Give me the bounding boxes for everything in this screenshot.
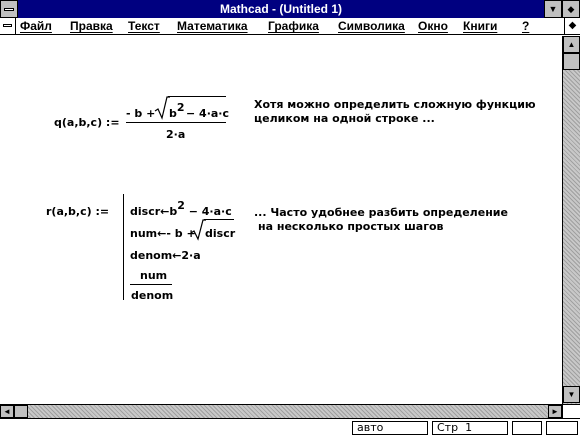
horizontal-scrollbar[interactable] bbox=[0, 404, 562, 418]
scroll-left-button[interactable]: ◄ bbox=[0, 405, 14, 418]
minimize-button[interactable]: ▼ bbox=[544, 0, 562, 18]
sqrt-overline bbox=[204, 219, 234, 220]
horizontal-scroll-thumb[interactable] bbox=[14, 405, 28, 418]
program-line4-numerator[interactable]: num bbox=[140, 269, 168, 282]
window-title: Mathcad - (Untitled 1) bbox=[220, 2, 342, 16]
status-cell-4 bbox=[546, 421, 578, 435]
status-cell-3 bbox=[512, 421, 542, 435]
eq1-fraction-bar bbox=[126, 122, 226, 123]
title-bar[interactable] bbox=[0, 0, 580, 18]
menu-help[interactable]: ? bbox=[522, 19, 530, 33]
eq1-numerator-suffix[interactable]: − 4·a·c bbox=[186, 107, 230, 120]
system-menu-icon[interactable] bbox=[0, 0, 18, 18]
sqrt-overline bbox=[168, 96, 226, 97]
comment1-line2[interactable]: целиком на одной строке ... bbox=[254, 112, 435, 125]
eq1-lhs[interactable]: q(a,b,c) := bbox=[54, 116, 120, 129]
scroll-up-button[interactable]: ▲ bbox=[563, 36, 580, 53]
document-menu-icon[interactable] bbox=[0, 18, 16, 34]
program-line3[interactable]: denom←2·a bbox=[130, 249, 201, 262]
status-bar bbox=[0, 418, 580, 435]
program-line4-denominator[interactable]: denom bbox=[131, 289, 174, 302]
status-mode: авто bbox=[352, 421, 428, 435]
program-line2-discr[interactable]: discr bbox=[205, 227, 236, 240]
maximize-button[interactable]: ◆ bbox=[562, 0, 580, 18]
scroll-right-button[interactable]: ► bbox=[548, 405, 562, 418]
program-line2[interactable]: num←- b + bbox=[130, 227, 196, 240]
status-page: Стр 1 bbox=[432, 421, 508, 435]
sqrt-icon bbox=[190, 219, 206, 241]
menu-math[interactable]: Математика bbox=[177, 19, 248, 33]
menu-symbolics[interactable]: Символика bbox=[338, 19, 405, 33]
document-restore-button[interactable]: ◆ bbox=[564, 18, 580, 34]
eq2-lhs[interactable]: r(a,b,c) := bbox=[46, 205, 110, 218]
menu-window[interactable]: Окно bbox=[418, 19, 448, 33]
comment2-line1[interactable]: ... Часто удобнее разбить определение bbox=[254, 206, 508, 219]
menu-file[interactable]: Файл bbox=[20, 19, 52, 33]
sqrt-icon bbox=[154, 96, 170, 120]
scroll-down-button[interactable]: ▼ bbox=[563, 386, 580, 403]
eq1-denominator[interactable]: 2·a bbox=[166, 128, 186, 141]
comment1-line1[interactable]: Хотя можно определить сложную функцию bbox=[254, 98, 536, 111]
program-bar bbox=[123, 194, 124, 300]
menu-text[interactable]: Текст bbox=[128, 19, 160, 33]
menu-bar bbox=[0, 18, 580, 35]
vertical-scroll-thumb[interactable] bbox=[563, 53, 580, 70]
menu-edit[interactable]: Правка bbox=[70, 19, 113, 33]
comment2-line2[interactable]: на несколько простых шагов bbox=[258, 220, 444, 233]
program-fraction-bar bbox=[130, 284, 172, 285]
vertical-scrollbar[interactable] bbox=[562, 36, 580, 404]
eq1-numerator-prefix[interactable]: - b + bbox=[126, 107, 156, 120]
menu-books[interactable]: Книги bbox=[463, 19, 498, 33]
program-line1[interactable]: $discr\leftarrow b^2 - 4\cdot a\cdot c$ bbox=[130, 199, 232, 218]
scrollbar-corner bbox=[562, 404, 580, 418]
eq1-b[interactable]: $b^2$ bbox=[169, 101, 185, 120]
menu-graphics[interactable]: Графика bbox=[268, 19, 319, 33]
worksheet[interactable] bbox=[0, 36, 562, 404]
